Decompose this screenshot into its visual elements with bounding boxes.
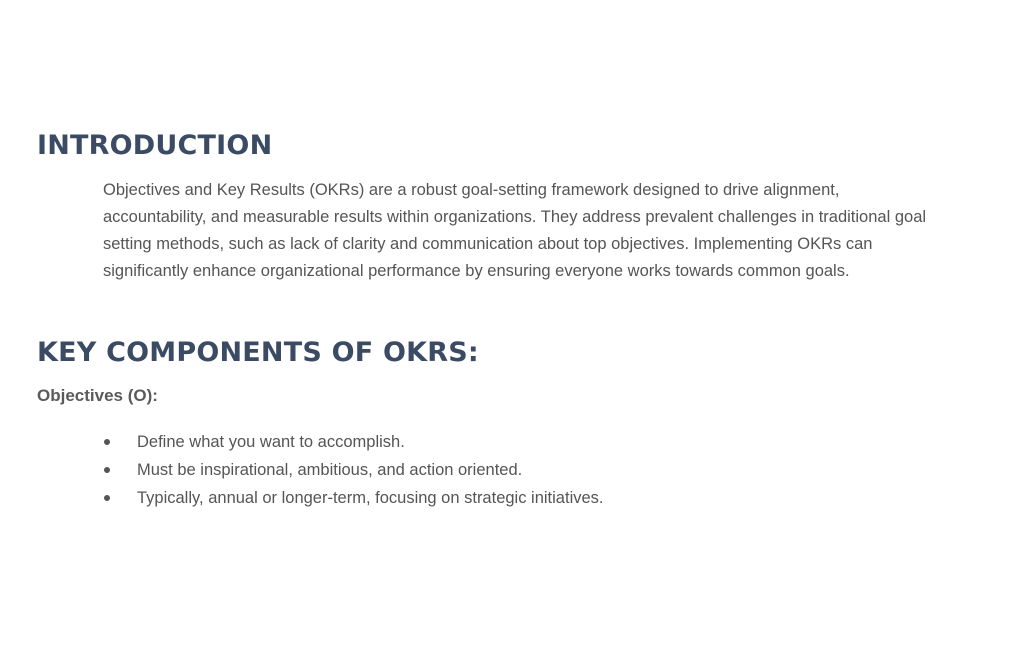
key-components-heading: KEY COMPONENTS OF OKRS:: [37, 337, 479, 368]
paragraph-line: accountability, and measurable results within organizations. They address prevalent challenges in traditional goal: [103, 208, 927, 226]
paragraph-line: Objectives and Key Results (OKRs) are a robust goal-setting framework designed to drive alignment,: [103, 181, 840, 199]
objectives-subheading: Objectives (O):: [37, 386, 158, 405]
list-item: [101, 484, 604, 512]
introduction-heading: INTRODUCTION: [37, 130, 273, 161]
list-item: [101, 428, 604, 456]
list-item: [101, 456, 604, 484]
introduction-paragraph: [103, 177, 1021, 285]
list-item-text: Typically, annual or longer-term, focusing on strategic initiatives.: [137, 489, 604, 507]
bullet-icon: [104, 495, 110, 501]
objectives-bullet-list: [101, 428, 604, 512]
bullet-icon: [104, 467, 110, 473]
bullet-icon: [104, 439, 110, 445]
list-item-text: Define what you want to accomplish.: [137, 433, 405, 451]
paragraph-line: significantly enhance organizational performance by ensuring everyone works towards common goals.: [103, 262, 850, 280]
list-item-text: Must be inspirational, ambitious, and action oriented.: [137, 461, 523, 479]
paragraph-line: setting methods, such as lack of clarity and communication about top objectives. Implementing OKRs can: [103, 235, 873, 253]
